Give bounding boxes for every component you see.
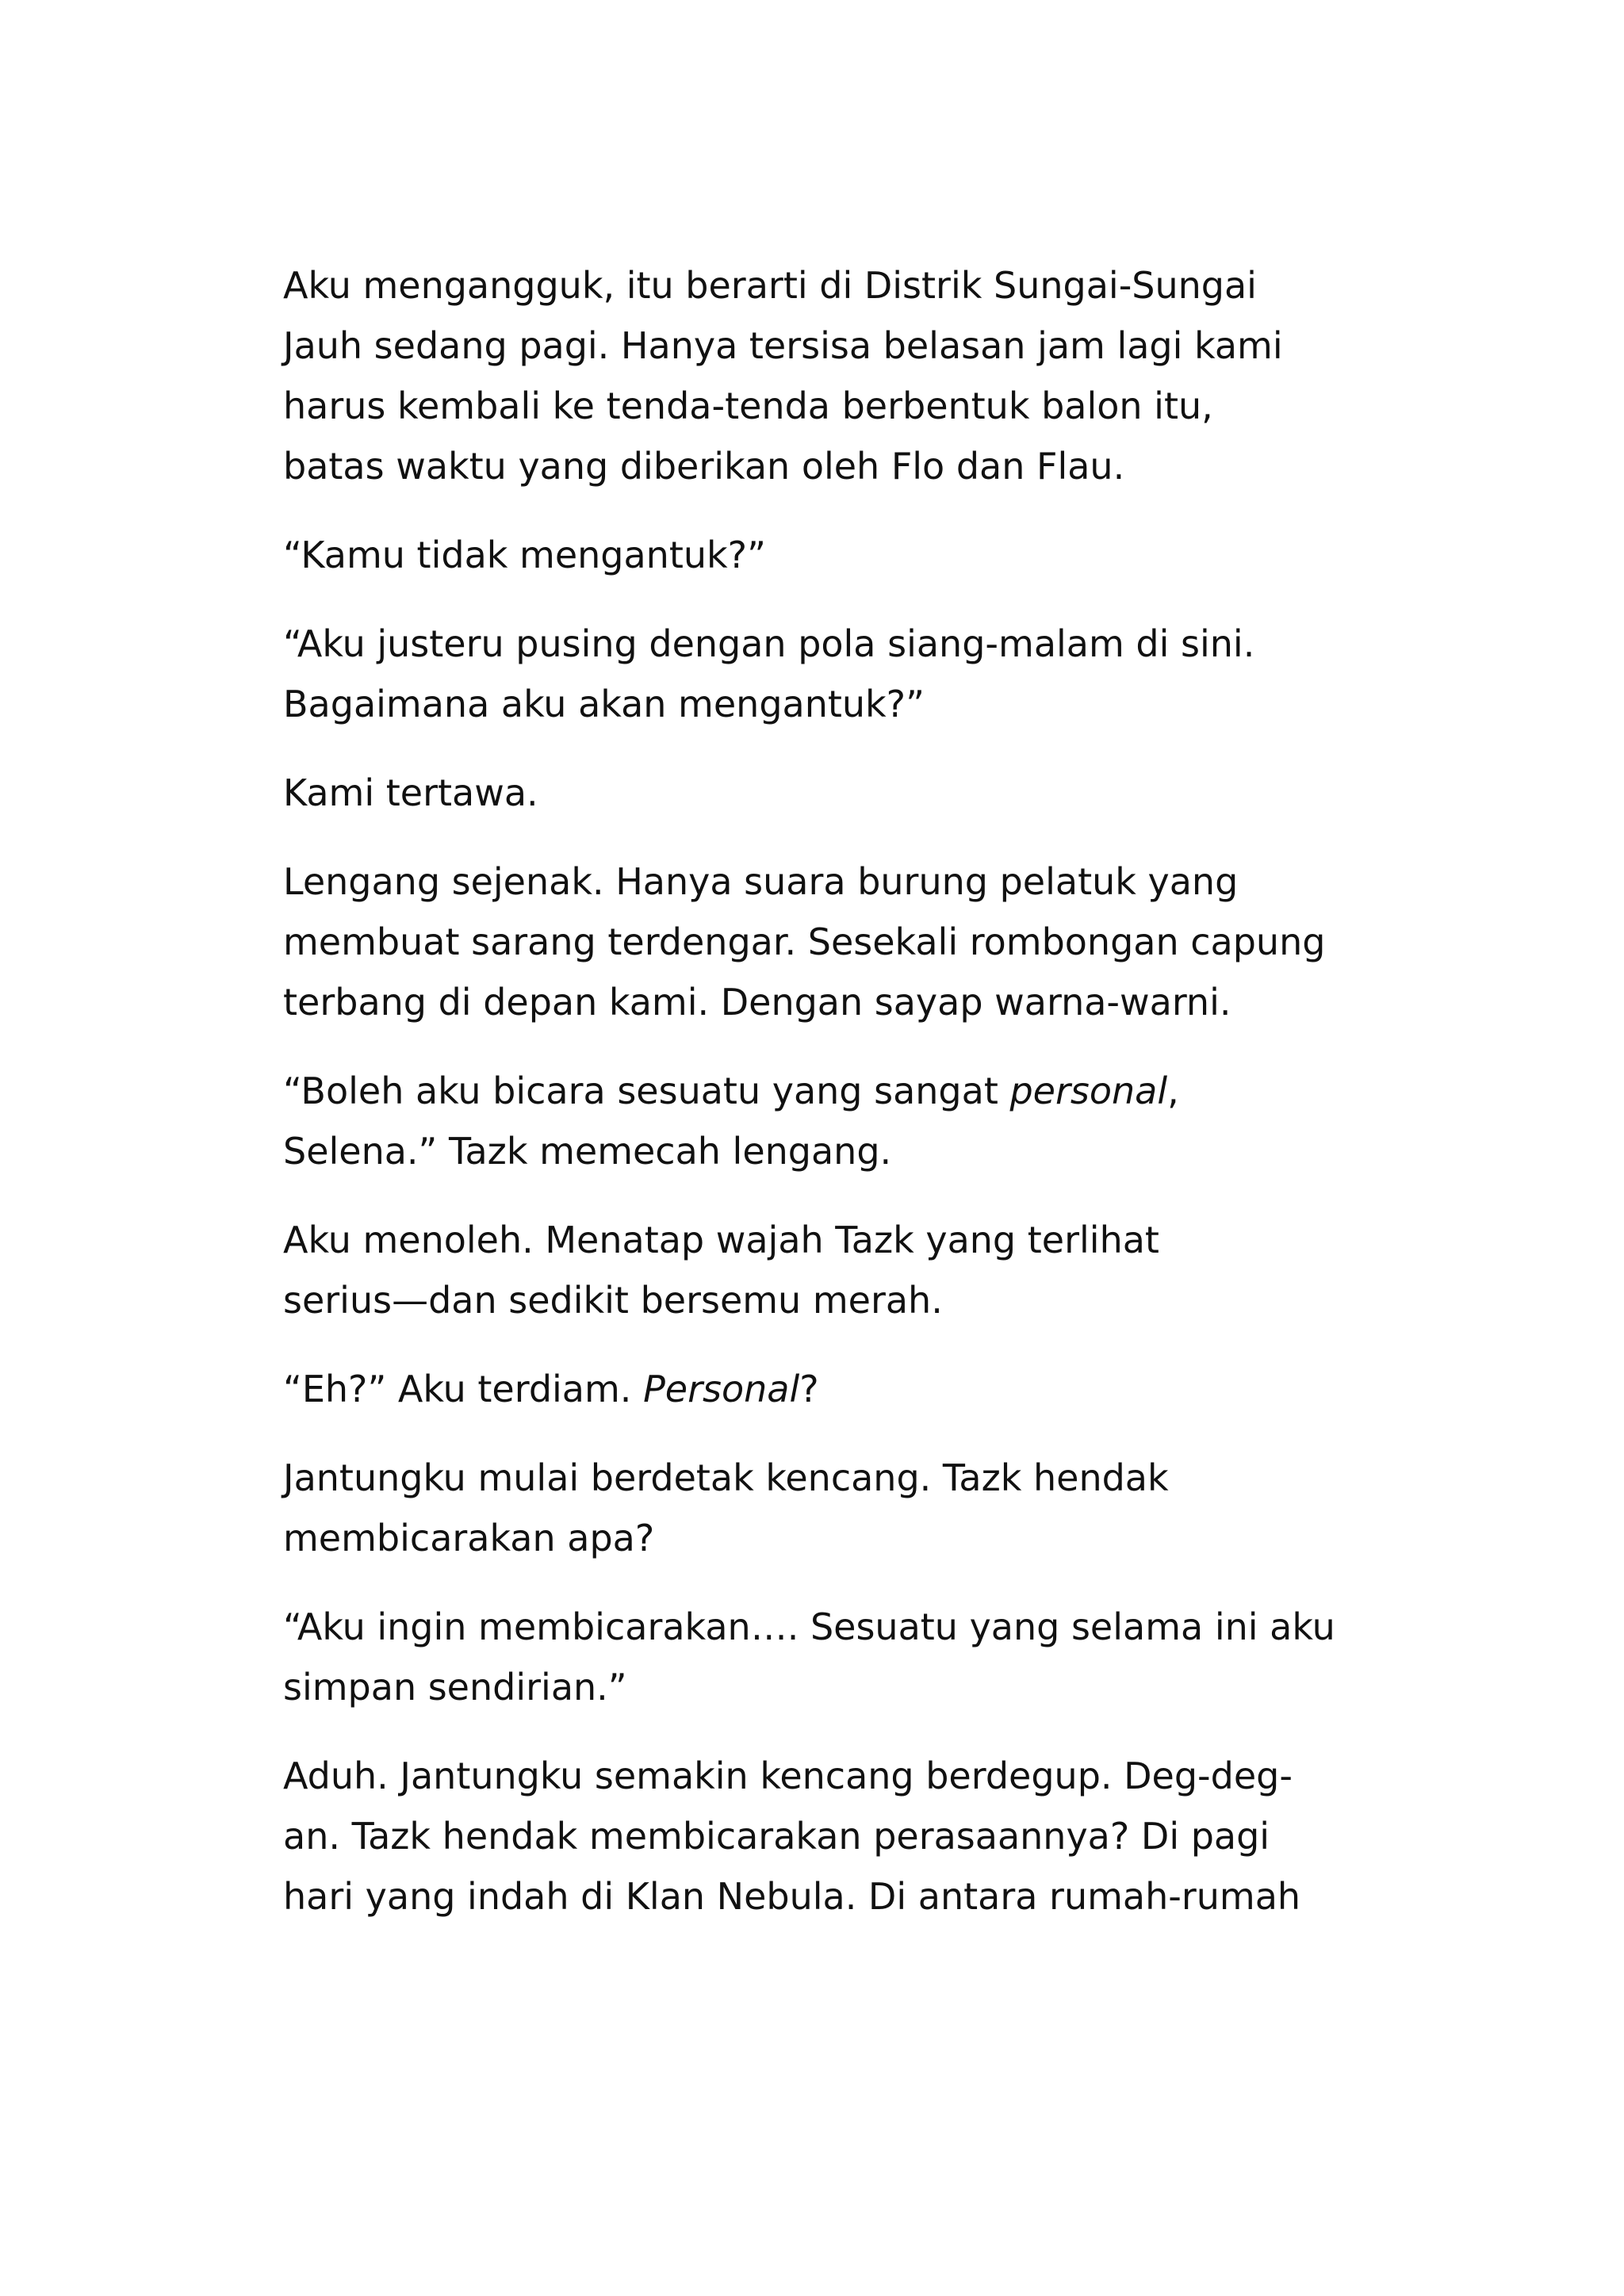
- text-line: membuat sarang terdengar. Sesekali rombongan capung: [283, 920, 1326, 963]
- text-line: simpan sendirian.”: [283, 1666, 627, 1709]
- text-line: Selena.” Tazk memecah lengang.: [283, 1130, 892, 1173]
- text-line: Jantungku mulai berdetak kencang. Tazk hendak: [283, 1456, 1169, 1499]
- text-line: batas waktu yang diberikan oleh Flo dan Flau.: [283, 445, 1125, 488]
- text-line: [283, 1061, 1377, 1121]
- text-segment: “Eh?” Aku terdiam.: [283, 1368, 644, 1410]
- text-segment: ?: [799, 1368, 819, 1410]
- text-line: harus kembali ke tenda-tenda berbentuk balon itu,: [283, 385, 1213, 427]
- text-line: terbang di depan kami. Dengan sayap warna-warni.: [283, 981, 1231, 1024]
- paragraph: [283, 1597, 1377, 1717]
- text-line: “Aku justeru pusing dengan pola siang-malam di sini.: [283, 622, 1255, 665]
- text-line: Bagaimana aku akan mengantuk?”: [283, 683, 925, 725]
- text-line: membicarakan apa?: [283, 1517, 655, 1559]
- text-line: an. Tazk hendak membicarakan perasaannya? Di pagi: [283, 1815, 1270, 1858]
- text-line: Kami tertawa.: [283, 771, 538, 814]
- text-line: [283, 1359, 1377, 1419]
- text-line: serius—dan sedikit bersemu merah.: [283, 1279, 943, 1322]
- text-line: Lengang sejenak. Hanya suara burung pelatuk yang: [283, 860, 1239, 903]
- text-line: Jauh sedang pagi. Hanya tersisa belasan jam lagi kami: [283, 324, 1283, 367]
- text-segment: ,: [1167, 1070, 1179, 1112]
- italic-word: personal: [1009, 1070, 1168, 1112]
- text-line: Aku mengangguk, itu berarti di Distrik Sungai-Sungai: [283, 264, 1257, 307]
- body-text: [283, 255, 1377, 1955]
- text-line: Aduh. Jantungku semakin kencang berdegup. Deg-deg-: [283, 1755, 1293, 1797]
- text-line: “Kamu tidak mengantuk?”: [283, 534, 766, 576]
- text-line: “Aku ingin membicarakan…. Sesuatu yang selama ini aku: [283, 1605, 1335, 1648]
- paragraph: [283, 1359, 1377, 1419]
- text-segment: “Boleh aku bicara sesuatu yang sangat: [283, 1070, 1010, 1112]
- paragraph: [283, 763, 1377, 823]
- paragraph: [283, 851, 1377, 1032]
- paragraph: [283, 525, 1377, 585]
- paragraph: [283, 255, 1377, 496]
- paragraph: [283, 1448, 1377, 1568]
- text-line: hari yang indah di Klan Nebula. Di antara rumah-rumah: [283, 1875, 1301, 1918]
- paragraph: [283, 1210, 1377, 1330]
- text-line: Aku menoleh. Menatap wajah Tazk yang terlihat: [283, 1219, 1159, 1261]
- italic-word: Personal: [643, 1368, 800, 1410]
- paragraph: [283, 1746, 1377, 1927]
- paragraph: [283, 1061, 1377, 1181]
- paragraph: [283, 614, 1377, 734]
